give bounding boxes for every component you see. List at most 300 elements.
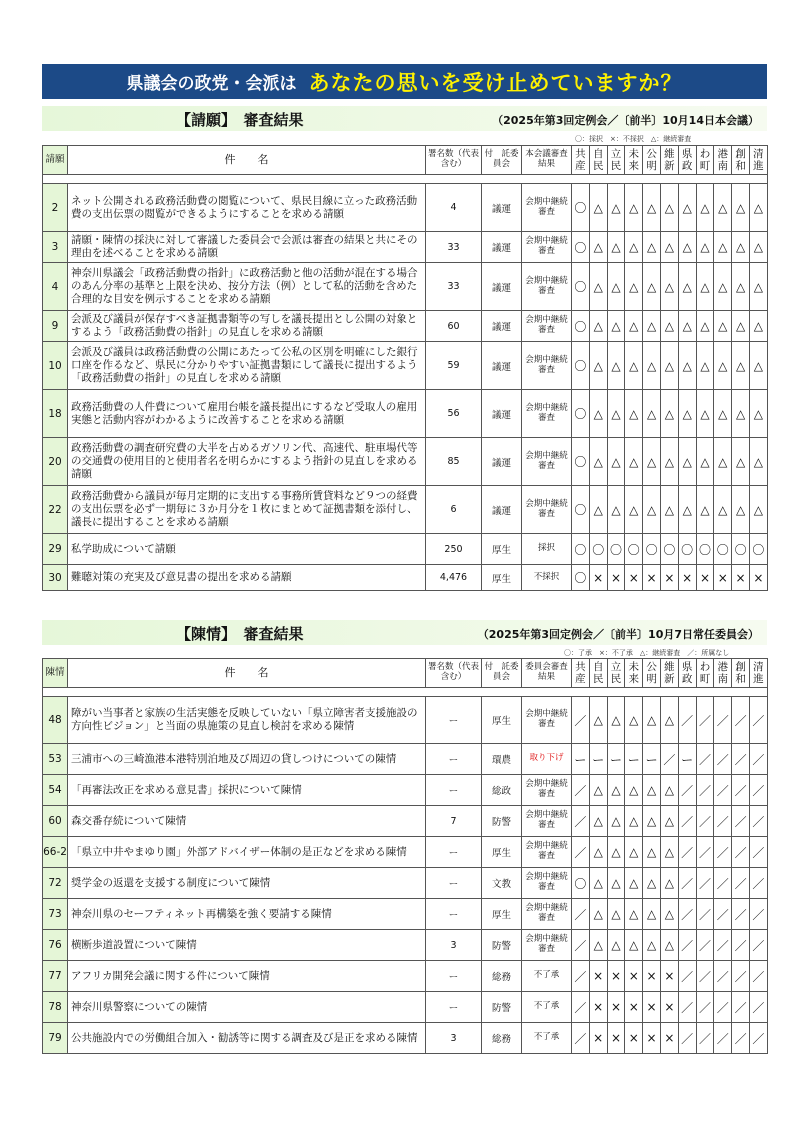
party-vote-mark: △ [660,837,678,868]
party-vote-mark: ／ [678,806,696,837]
committee: 議運 [482,342,522,390]
party-vote-mark: 〇 [643,534,661,565]
table-row [43,899,768,930]
party-vote-mark: ／ [714,775,732,806]
item-title: 神奈川県警察についての陳情 [68,992,426,1023]
party-vote-mark: △ [607,263,625,311]
item-number: 66-2 [43,837,68,868]
party-vote-mark: △ [660,868,678,899]
table-row [43,697,768,744]
party-vote-mark: × [589,565,607,591]
review-result: 不了承 [522,1023,572,1054]
party-vote-mark: ／ [572,930,590,961]
review-result: 会期中継続審査 [522,806,572,837]
item-title: 公共施設内での労働組合加入・勧誘等に関する調査及び是正を求める陳情 [68,1023,426,1054]
table-row [43,184,768,232]
party-vote-mark: ／ [714,1023,732,1054]
party-header: 共産 [572,146,590,175]
party-vote-mark: ／ [714,868,732,899]
party-vote-mark: △ [714,263,732,311]
committee: 厚生 [482,899,522,930]
party-vote-mark: △ [678,311,696,342]
party-vote-mark: ー [607,744,625,775]
party-vote-mark: ／ [714,837,732,868]
party-vote-mark: ／ [696,961,714,992]
committee: 防警 [482,992,522,1023]
item-title: 森交番存続について陳情 [68,806,426,837]
item-number: 53 [43,744,68,775]
party-vote-mark: ／ [678,992,696,1023]
party-vote-mark: ー [589,744,607,775]
party-vote-mark: △ [714,342,732,390]
party-vote-mark: ／ [678,697,696,744]
review-result: 不了承 [522,992,572,1023]
party-vote-mark: × [660,992,678,1023]
party-vote-mark: △ [625,697,643,744]
party-vote-mark: ／ [732,697,750,744]
party-vote-mark: ／ [732,837,750,868]
party-vote-mark: ー [643,744,661,775]
party-vote-mark: △ [660,806,678,837]
party-vote-mark: △ [625,311,643,342]
party-vote-mark: △ [643,486,661,534]
party-vote-mark: △ [660,263,678,311]
party-vote-mark: △ [589,806,607,837]
party-vote-mark: △ [643,342,661,390]
table-row [43,232,768,263]
party-vote-mark: ／ [714,961,732,992]
signature-count: ー [426,837,482,868]
item-number: 72 [43,868,68,899]
review-result: 会期中継続審査 [522,263,572,311]
party-vote-mark: ／ [714,806,732,837]
party-vote-mark: △ [625,263,643,311]
party-vote-mark: 〇 [607,534,625,565]
party-vote-mark: × [625,992,643,1023]
party-vote-mark: △ [607,342,625,390]
party-header: わ町 [696,146,714,175]
party-header: 県政 [678,146,696,175]
party-vote-mark: △ [607,311,625,342]
party-vote-mark: △ [625,486,643,534]
party-vote-mark: 〇 [589,534,607,565]
item-number: 2 [43,184,68,232]
table-row [43,806,768,837]
party-header: 立民 [607,659,625,688]
party-vote-mark: △ [749,263,767,311]
party-vote-mark: × [660,1023,678,1054]
party-vote-mark: ／ [749,806,767,837]
party-vote-mark: ／ [572,899,590,930]
party-vote-mark: △ [749,438,767,486]
party-vote-mark: × [607,565,625,591]
party-vote-mark: △ [660,184,678,232]
party-vote-mark: ／ [732,930,750,961]
item-title: 「再審法改正を求める意見書」採択について陳情 [68,775,426,806]
party-vote-mark: △ [607,697,625,744]
banner-left-text: 県議会の政党・会派は [126,74,297,94]
party-vote-mark: 〇 [572,311,590,342]
signature-count: ー [426,899,482,930]
header-committee: 付 託委員会 [482,659,522,688]
item-number: 20 [43,438,68,486]
party-vote-mark: △ [643,184,661,232]
party-vote-mark: ー [625,744,643,775]
party-vote-mark: × [589,1023,607,1054]
party-vote-mark: × [749,565,767,591]
party-vote-mark: ／ [572,992,590,1023]
page-banner [42,64,767,99]
committee: 議運 [482,486,522,534]
statement-session: （2025年第3回定例会／〔前半〕10月7日常任委員会） [477,628,759,641]
party-vote-mark: ／ [678,837,696,868]
party-vote-mark: △ [589,184,607,232]
party-vote-mark: 〇 [572,390,590,438]
party-vote-mark: ／ [714,992,732,1023]
party-vote-mark: ／ [732,992,750,1023]
signature-count: ー [426,868,482,899]
party-vote-mark: × [625,1023,643,1054]
party-vote-mark: △ [625,775,643,806]
party-vote-mark: ／ [732,868,750,899]
item-title: 「県立中井やまゆり園」外部アドバイザー体制の是正などを求める陳情 [68,837,426,868]
party-vote-mark: △ [607,868,625,899]
party-vote-mark: ／ [749,775,767,806]
table-row [43,534,768,565]
signature-count: 6 [426,486,482,534]
party-header: 港南 [714,146,732,175]
party-vote-mark: 〇 [660,534,678,565]
party-vote-mark: ／ [696,775,714,806]
party-vote-mark: △ [660,775,678,806]
committee: 総政 [482,775,522,806]
party-vote-mark: ／ [714,744,732,775]
party-vote-mark: × [660,565,678,591]
header-no: 請願 [43,146,68,175]
party-vote-mark: △ [660,438,678,486]
party-header: 維新 [660,659,678,688]
item-number: 10 [43,342,68,390]
party-vote-mark: ／ [678,930,696,961]
party-header: 公明 [643,146,661,175]
item-number: 77 [43,961,68,992]
review-result: 採択 [522,534,572,565]
committee: 厚生 [482,534,522,565]
party-vote-mark: △ [732,390,750,438]
party-vote-mark: ／ [696,697,714,744]
signature-count: 3 [426,1023,482,1054]
party-vote-mark: ／ [572,806,590,837]
signature-count: ー [426,775,482,806]
party-vote-mark: △ [643,263,661,311]
party-vote-mark: 〇 [696,534,714,565]
party-vote-mark: △ [660,232,678,263]
table-row [43,263,768,311]
party-vote-mark: ／ [678,1023,696,1054]
table-row [43,775,768,806]
party-vote-mark: △ [607,390,625,438]
party-vote-mark: △ [732,486,750,534]
signature-count: ー [426,697,482,744]
party-vote-mark: ／ [696,992,714,1023]
party-vote-mark: 〇 [572,232,590,263]
item-number: 9 [43,311,68,342]
party-vote-mark: △ [589,438,607,486]
party-vote-mark: △ [660,930,678,961]
committee: 防警 [482,930,522,961]
party-header: 清進 [749,146,767,175]
party-vote-mark: × [643,961,661,992]
party-vote-mark: △ [643,837,661,868]
signature-count: 56 [426,390,482,438]
party-vote-mark: 〇 [572,342,590,390]
party-vote-mark: ／ [572,697,590,744]
party-vote-mark: △ [714,311,732,342]
party-vote-mark: △ [696,390,714,438]
party-vote-mark: ／ [696,930,714,961]
item-number: 30 [43,565,68,591]
party-vote-mark: △ [589,697,607,744]
party-vote-mark: ／ [749,930,767,961]
party-vote-mark: × [643,565,661,591]
party-vote-mark: △ [607,930,625,961]
party-vote-mark: △ [625,438,643,486]
party-vote-mark: △ [678,263,696,311]
party-vote-mark: ／ [749,697,767,744]
party-vote-mark: △ [607,232,625,263]
party-vote-mark: △ [732,184,750,232]
party-vote-mark: △ [589,342,607,390]
item-number: 79 [43,1023,68,1054]
party-vote-mark: △ [749,184,767,232]
party-vote-mark: × [625,565,643,591]
committee: 議運 [482,232,522,263]
party-vote-mark: ／ [660,744,678,775]
party-vote-mark: △ [678,232,696,263]
party-vote-mark: △ [607,899,625,930]
party-vote-mark: × [696,565,714,591]
party-vote-mark: △ [732,311,750,342]
party-vote-mark: × [643,992,661,1023]
party-vote-mark: △ [589,232,607,263]
party-vote-mark: ／ [749,868,767,899]
item-title: 政務活動費から議員が毎月定期的に支出する事務所賃貸料など９つの経費の支出伝票を必ず一期毎に３か月分を１枚にまとめて証拠書類を添付し、議長に提出することを求める請願 [68,486,426,534]
party-vote-mark: △ [678,486,696,534]
item-title: 請願・陳情の採決に対して審議した委員会で会派は審査の結果と共にその理由を述べることを求める請願 [68,232,426,263]
party-vote-mark: △ [625,899,643,930]
party-vote-mark: ／ [732,744,750,775]
header-title: 件 名 [68,659,426,688]
review-result: 会期中継続審査 [522,438,572,486]
review-result: 取り下げ [522,744,572,775]
party-vote-mark: 〇 [732,534,750,565]
item-title: アフリカ開発会議に関する件について陳情 [68,961,426,992]
party-vote-mark: △ [696,486,714,534]
review-result: 会期中継続審査 [522,930,572,961]
item-number: 48 [43,697,68,744]
party-vote-mark: × [607,961,625,992]
party-vote-mark: △ [589,868,607,899]
party-vote-mark: ／ [749,837,767,868]
review-result: 不採択 [522,565,572,591]
table-row [43,486,768,534]
party-vote-mark: △ [660,311,678,342]
party-vote-mark: △ [696,311,714,342]
party-vote-mark: × [678,565,696,591]
party-vote-mark: △ [696,342,714,390]
party-vote-mark: ／ [732,899,750,930]
party-vote-mark: △ [643,775,661,806]
review-result: 会期中継続審査 [522,486,572,534]
party-vote-mark: ／ [678,899,696,930]
party-vote-mark: 〇 [572,565,590,591]
table-row [43,744,768,775]
petition-heading: 【請願】 審査結果 [176,111,304,129]
party-vote-mark: △ [643,697,661,744]
party-vote-mark: △ [696,232,714,263]
item-title: 神奈川県議会「政務活動費の指針」に政務活動と他の活動が混在する場合のあん分率の基準と上限を決め、按分方法（例）として私的活動を含めた合理的な目安を例示することを求める請願 [68,263,426,311]
party-vote-mark: △ [696,438,714,486]
party-vote-mark: △ [625,184,643,232]
party-vote-mark: △ [589,486,607,534]
party-header: 立民 [607,146,625,175]
signature-count: ー [426,992,482,1023]
table-row [43,438,768,486]
party-vote-mark: △ [643,390,661,438]
review-result: 会期中継続審査 [522,697,572,744]
party-vote-mark: △ [660,697,678,744]
item-number: 78 [43,992,68,1023]
party-vote-mark: △ [643,232,661,263]
review-result: 会期中継続審査 [522,311,572,342]
party-header: 未来 [625,146,643,175]
item-title: 政務活動費の人件費について雇用台帳を議長提出にするなど受取人の雇用実態と活動内容がわかるように改善することを求める請願 [68,390,426,438]
review-result: 会期中継続審査 [522,184,572,232]
party-vote-mark: ／ [732,961,750,992]
table-row [43,342,768,390]
party-vote-mark: ／ [732,775,750,806]
party-vote-mark: × [643,1023,661,1054]
item-title: 会派及び議員は政務活動費の公開にあたって公私の区別を明確にした銀行口座を作るなど、県民に分かりやすい証拠書類にして議長に提出するよう「政務活動費の指針」の見直しを求める請願 [68,342,426,390]
committee: 環農 [482,744,522,775]
statement-table [42,658,768,1054]
party-vote-mark: △ [589,311,607,342]
party-vote-mark: △ [749,390,767,438]
party-vote-mark: ／ [749,899,767,930]
committee: 防警 [482,806,522,837]
party-vote-mark: ／ [696,806,714,837]
header-result: 委員会審査結果 [522,659,572,688]
party-vote-mark: △ [625,232,643,263]
party-vote-mark: △ [589,263,607,311]
party-vote-mark: ／ [696,837,714,868]
signature-count: 33 [426,263,482,311]
review-result: 会期中継続審査 [522,232,572,263]
table-row [43,868,768,899]
banner-headline: あなたの思いを受け止めていますか？ [308,70,683,95]
committee: 議運 [482,438,522,486]
party-vote-mark: ／ [696,1023,714,1054]
item-title: 奨学金の返還を支援する制度について陳情 [68,868,426,899]
signature-count: 33 [426,232,482,263]
party-vote-mark: △ [643,899,661,930]
item-title: 横断歩道設置について陳情 [68,930,426,961]
party-vote-mark: 〇 [625,534,643,565]
party-vote-mark: ー [678,744,696,775]
party-vote-mark: ／ [696,868,714,899]
party-vote-mark: 〇 [572,486,590,534]
party-vote-mark: ／ [572,775,590,806]
party-vote-mark: 〇 [572,263,590,311]
party-header: 維新 [660,146,678,175]
party-header: 港南 [714,659,732,688]
party-vote-mark: △ [643,438,661,486]
party-vote-mark: △ [660,899,678,930]
party-vote-mark: △ [589,775,607,806]
signature-count: 3 [426,930,482,961]
party-vote-mark: ／ [714,899,732,930]
item-title: ネット公開される政務活動費の閲覧について、県民目線に立った政務活動費の支出伝票の閲覧ができるようにすることを求める請願 [68,184,426,232]
item-number: 54 [43,775,68,806]
party-header: 清進 [749,659,767,688]
item-number: 76 [43,930,68,961]
party-vote-mark: ／ [572,961,590,992]
party-vote-mark: ／ [696,744,714,775]
header-signatures: 署名数（代表含む） [426,659,482,688]
table-row [43,837,768,868]
party-vote-mark: × [714,565,732,591]
party-vote-mark: △ [607,837,625,868]
party-vote-mark: ／ [749,1023,767,1054]
party-vote-mark: × [589,961,607,992]
header-result: 本会議審査結果 [522,146,572,175]
item-title: 私学助成について請願 [68,534,426,565]
signature-count: 60 [426,311,482,342]
item-title: 神奈川県のセーフティネット再構築を強く要請する陳情 [68,899,426,930]
petition-session: （2025年第3回定例会／〔前半〕10月14日本会議） [492,114,759,127]
committee: 厚生 [482,697,522,744]
party-vote-mark: △ [696,263,714,311]
party-vote-mark: △ [607,438,625,486]
committee: 議運 [482,263,522,311]
party-vote-mark: △ [749,486,767,534]
item-number: 18 [43,390,68,438]
party-vote-mark: △ [678,390,696,438]
table-row [43,961,768,992]
table-row [43,390,768,438]
item-title: 障がい当事者と家族の生活実態を反映していない「県立障害者支援施設の方向性ビジョン」と当面の県施策の見直し検討を求める陳情 [68,697,426,744]
party-vote-mark: 〇 [572,868,590,899]
header-signatures: 署名数（代表含む） [426,146,482,175]
review-result: 会期中継続審査 [522,868,572,899]
signature-count: ー [426,961,482,992]
party-vote-mark: ／ [749,961,767,992]
party-header: 未来 [625,659,643,688]
committee: 厚生 [482,837,522,868]
party-vote-mark: ／ [678,961,696,992]
party-vote-mark: △ [678,184,696,232]
table-row [43,1023,768,1054]
party-vote-mark: △ [625,837,643,868]
party-vote-mark: △ [589,390,607,438]
party-header: 創和 [732,146,750,175]
committee: 総務 [482,961,522,992]
committee: 総務 [482,1023,522,1054]
party-vote-mark: △ [696,184,714,232]
party-vote-mark: △ [749,232,767,263]
signature-count: 7 [426,806,482,837]
party-header: 共産 [572,659,590,688]
